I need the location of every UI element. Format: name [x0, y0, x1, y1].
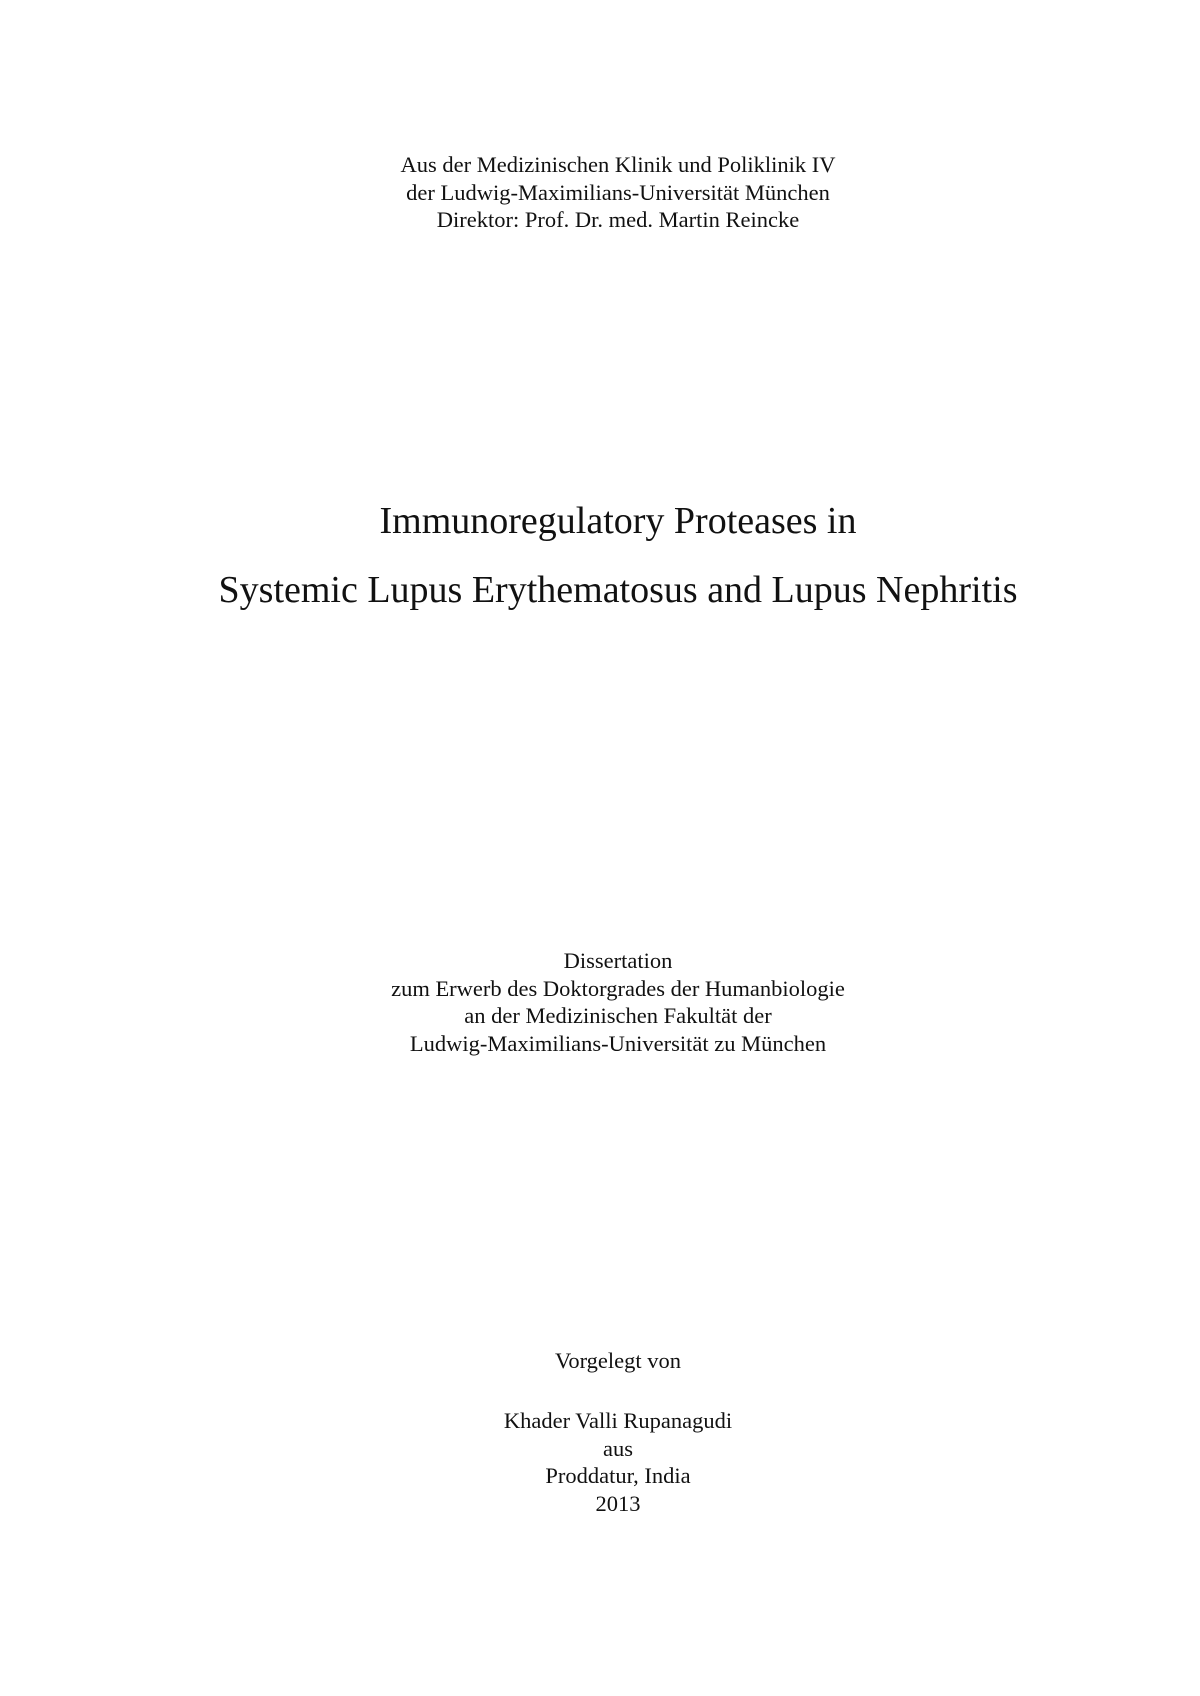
- thesis-title: [0, 487, 1200, 625]
- university-name: der Ludwig-Maximilians-Universität München: [406, 179, 830, 205]
- from-label: aus: [603, 1435, 633, 1461]
- thesis-title-line-1: Immunoregulatory Proteases in: [379, 500, 857, 542]
- dissertation-statement: [0, 947, 1200, 1057]
- degree-purpose: zum Erwerb des Doktorgrades der Humanbiologie: [391, 975, 845, 1001]
- author-name: Khader Valli Rupanagudi: [503, 1408, 733, 1433]
- submission-label-block: [0, 1347, 1200, 1375]
- author-origin: Proddatur, India: [545, 1463, 691, 1488]
- university-location: Ludwig-Maximilians-Universität zu München: [409, 1030, 827, 1056]
- institution-header: [0, 151, 1200, 234]
- faculty-name: an der Medizinischen Fakultät der: [464, 1003, 772, 1028]
- thesis-title-line-2: Systemic Lupus Erythematosus and Lupus Nephritis: [218, 569, 1018, 611]
- director-name: Direktor: Prof. Dr. med. Martin Reincke: [436, 207, 800, 232]
- submission-year: 2013: [595, 1490, 641, 1516]
- submitted-by-label: Vorgelegt von: [554, 1348, 682, 1373]
- dissertation-label: Dissertation: [563, 948, 673, 973]
- clinic-name: Aus der Medizinischen Klinik und Poliklinik IV: [400, 152, 836, 177]
- author-block: [0, 1407, 1200, 1517]
